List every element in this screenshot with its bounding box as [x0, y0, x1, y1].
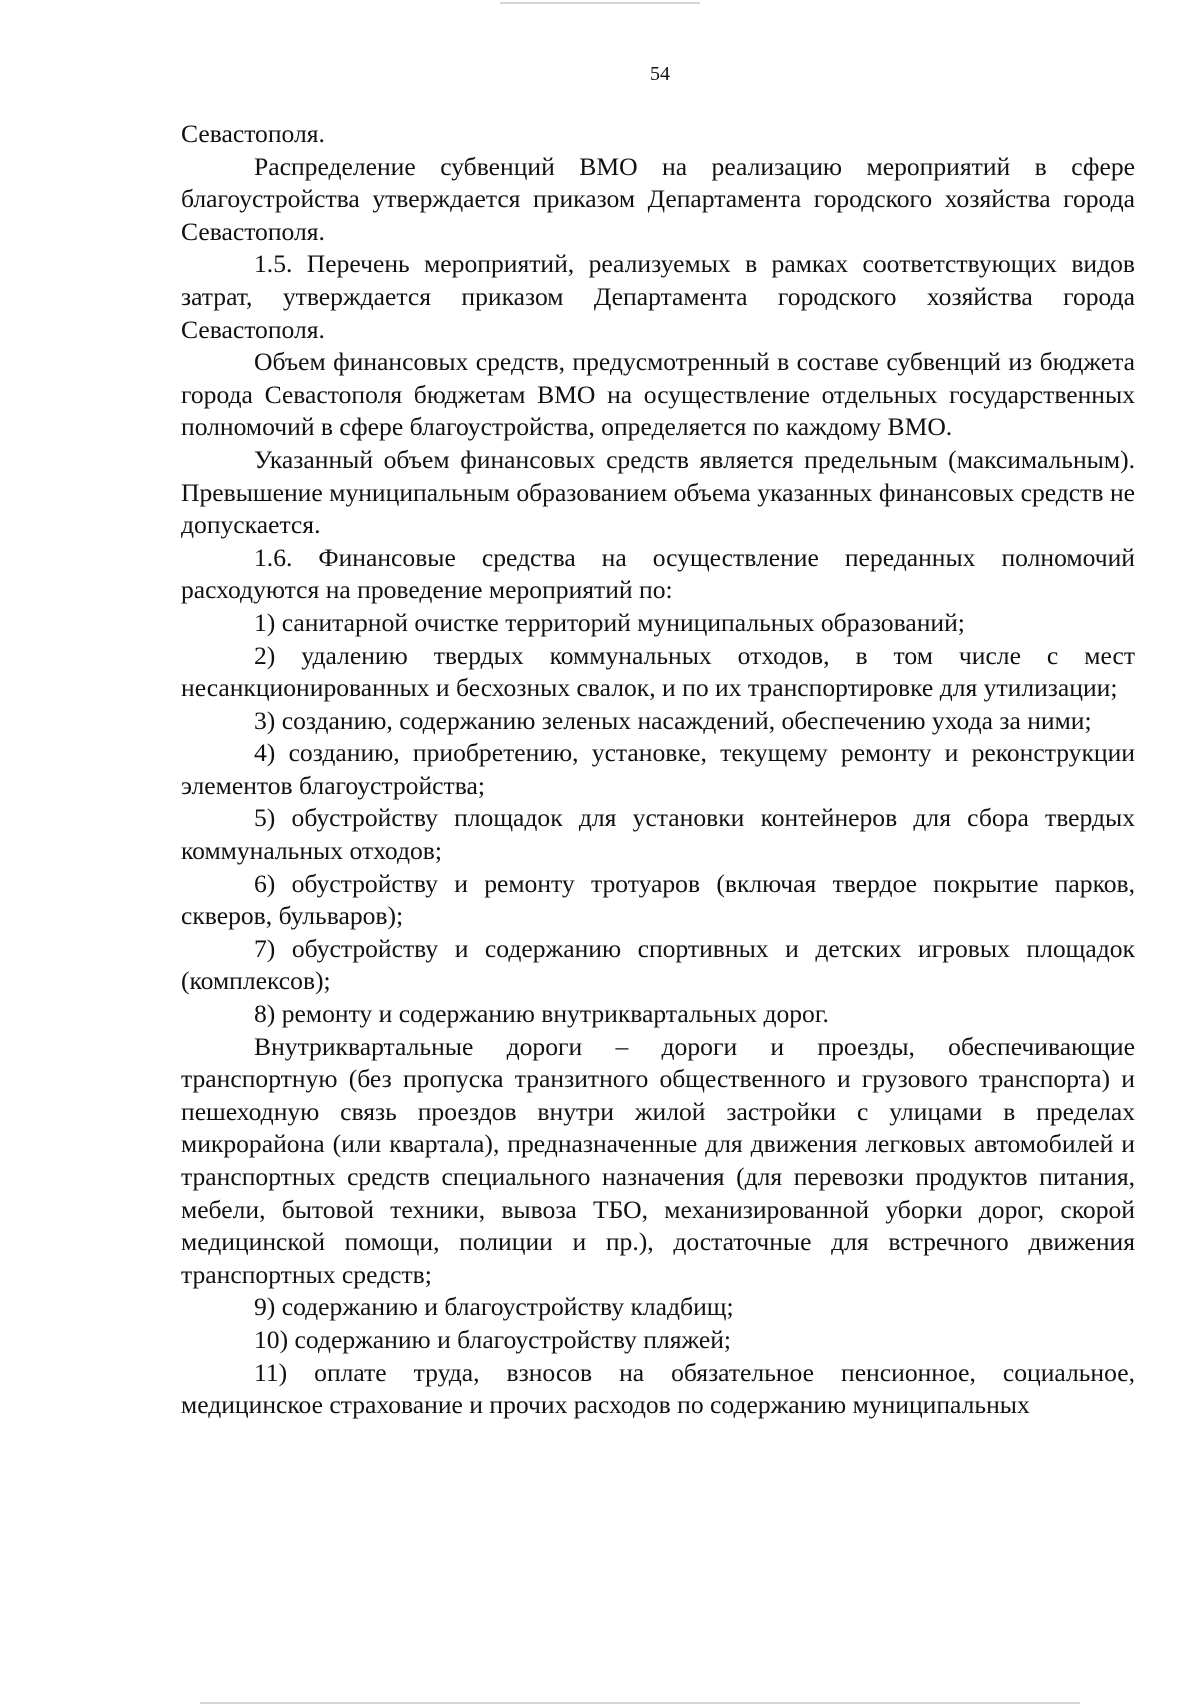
paragraph: Севастополя.	[181, 119, 325, 148]
paragraph: 11) оплате труда, взносов на обязательное пенсионное, социальное, медицинское страхование и прочих расходов по содержанию муниципальных	[181, 1357, 1135, 1420]
paragraph: 8) ремонту и содержанию внутриквартальных дорог.	[254, 999, 829, 1029]
paragraph: 9) содержанию и благоустройству кладбищ;	[254, 1292, 734, 1322]
paragraph: 5) обустройству площадок для установки контейнеров для сбора твердых коммунальных отходов;	[181, 803, 1135, 866]
paragraph: 1.6. Финансовые средства на осуществление переданных полномочий расходуются на проведение мероприятий по:	[181, 542, 1135, 605]
scan-artifact-top	[500, 2, 700, 4]
paragraph: 7) обустройству и содержанию спортивных и детских игровых площадок (комплексов);	[181, 933, 1135, 996]
paragraph: 6) обустройству и ремонту тротуаров (включая твердое покрытие парков, скверов, бульваров);	[181, 868, 1135, 931]
page-number: 54	[650, 63, 670, 85]
paragraph: Внутриквартальные дороги – дороги и проезды, обеспечивающие транспортную (без пропуска транзитного общественного и грузового транспорта) и пешеходную связь проездов внутри жилой застройки с улицами в пределах микрорайона (или квартала), предназначенные для движения легковых автомобилей и транспортных средств специального назначения (для перевозки продуктов питания, мебели, бытовой техники, вывоза ТБО, механизированной уборки дорог, скорой медицинской помощи, полиции и пр.), достаточные для встречного движения транспортных средств;	[181, 1031, 1135, 1289]
paragraph: Объем финансовых средств, предусмотренный в составе субвенций из бюджета города Севастополя бюджетам ВМО на осуществление отдельных государственных полномочий в сфере благоустройства, определяется по каждому ВМО.	[181, 347, 1135, 442]
paragraph: 1.5. Перечень мероприятий, реализуемых в рамках соответствующих видов затрат, утверждается приказом Департамента городского хозяйства города Севастополя.	[181, 249, 1135, 344]
paragraph: 1) санитарной очистке территорий муниципальных образований;	[254, 607, 965, 637]
paragraph: 4) созданию, приобретению, установке, текущему ремонту и реконструкции элементов благоустройства;	[181, 738, 1135, 800]
paragraph: 10) содержанию и благоустройству пляжей;	[254, 1324, 732, 1354]
paragraph: Указанный объем финансовых средств является предельным (максимальным). Превышение муниципальным образованием объема указанных финансовых средств не допускается.	[181, 444, 1135, 540]
paragraph: 3) созданию, содержанию зеленых насаждений, обеспечению ухода за ними;	[254, 705, 1092, 735]
paragraph: 2) удалению твердых коммунальных отходов, в том числе с мест несанкционированных и бесхозных свалок, и по их транспортировке для утилизации;	[181, 640, 1135, 703]
paragraph: Распределение субвенций ВМО на реализацию мероприятий в сфере благоустройства утверждается приказом Департамента городского хозяйства города Севастополя.	[181, 151, 1135, 246]
scan-artifact-bottom	[200, 1702, 1080, 1704]
document-body	[181, 118, 1135, 1422]
